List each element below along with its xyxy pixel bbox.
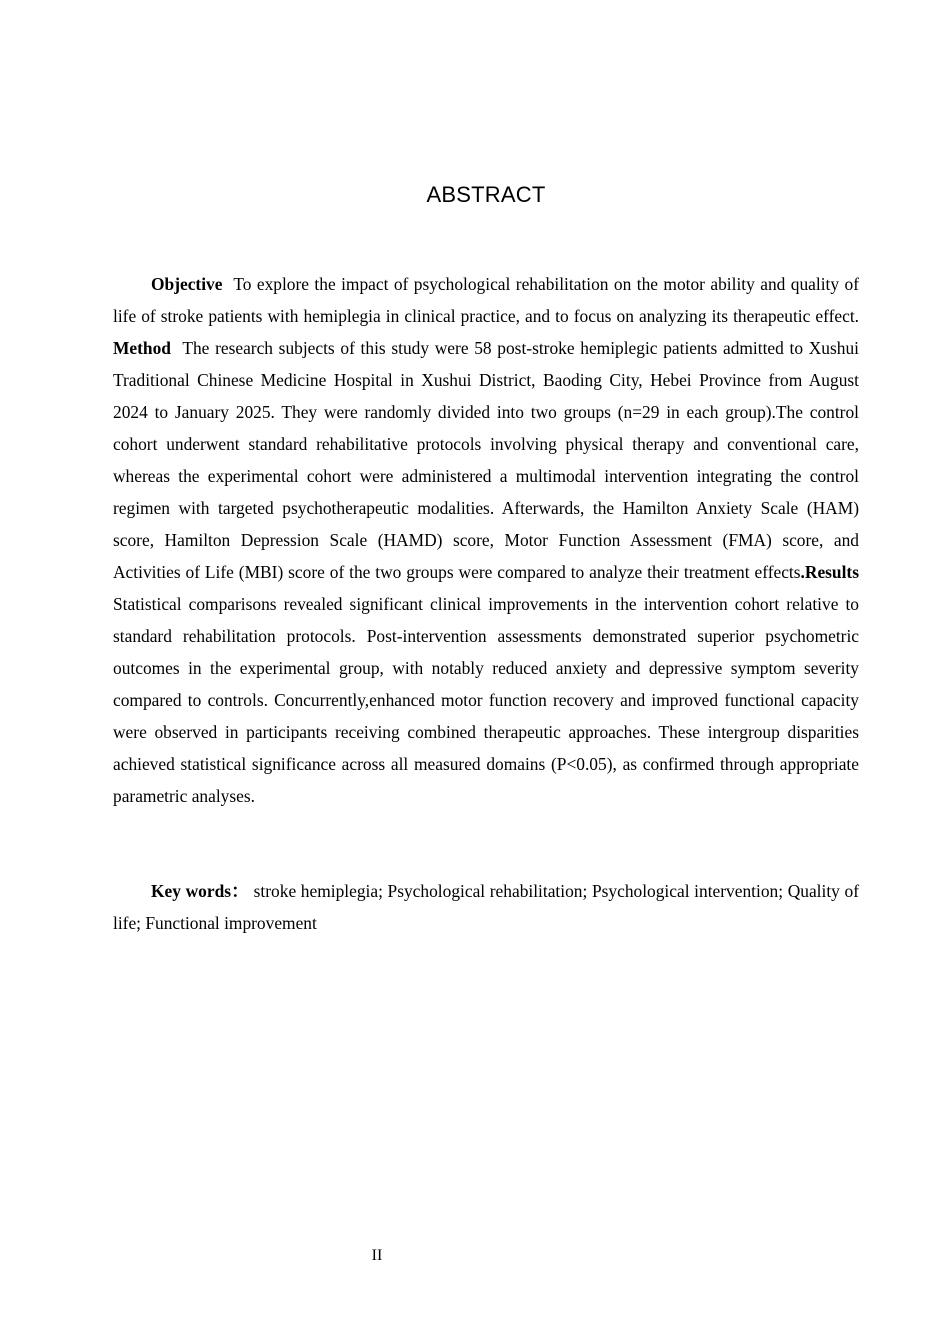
objective-text: To explore the impact of psychological rehabilitation on the motor ability and quality of life of stroke patients with hemiplegia in clinical practice, and to focus on analyzing its therapeutic effect. [113,274,859,326]
abstract-paragraph [113,268,859,812]
page-title: ABSTRACT [426,182,546,207]
keywords-text: stroke hemiplegia; Psychological rehabilitation; Psychological intervention; Quality of life; Functional improvement [113,881,859,933]
page-number: II [371,1247,383,1264]
method-label: Method [113,338,171,358]
results-label: .Results [800,562,859,582]
keywords-label: Key words： [151,881,249,901]
results-text: Statistical comparisons revealed significant clinical improvements in the intervention cohort relative to standard rehabilitation protocols. Post-intervention assessments demonstrated superior psychometric outcomes in the experimental group, with notably reduced anxiety and depressive symptom severity compared to controls. Concurrently,enhanced motor function recovery and improved functional capacity were observed in participants receiving combined therapeutic approaches. These intergroup disparities achieved statistical significance across all measured domains (P<0.05), as confirmed through appropriate parametric analyses. [113,594,859,806]
objective-label: Objective [151,274,223,294]
method-text: The research subjects of this study were 58 post-stroke hemiplegic patients admitted to Xushui Traditional Chinese Medicine Hospital in Xushui District, Baoding City, Hebei Province from August 2024 to January 2025. They were randomly divided into two groups (n=29 in each group).The control cohort underwent standard rehabilitative protocols involving physical therapy and conventional care, whereas the experimental cohort were administered a multimodal intervention integrating the control regimen with targeted psychotherapeutic modalities. Afterwards, the Hamilton Anxiety Scale (HAM) score, Hamilton Depression Scale (HAMD) score, Motor Function Assessment (FMA) score, and Activities of Life (MBI) score of the two groups were compared to analyze their treatment effects [113,338,859,582]
keywords-paragraph [113,875,859,939]
